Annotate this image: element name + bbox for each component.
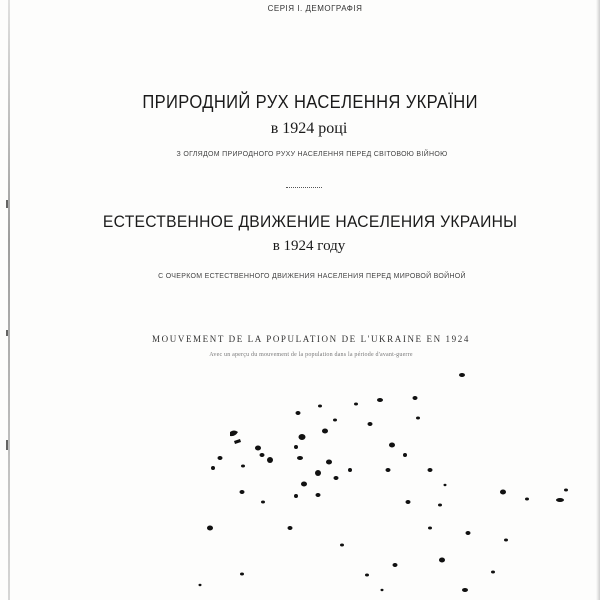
- russian-year-line: в 1924 году: [272, 238, 346, 254]
- french-title: MOUVEMENT DE LA POPULATION DE L'UKRAINE EN 1924: [152, 334, 470, 344]
- ukrainian-subtitle: З ОГЛЯДОМ ПРИРОДНОГО РУХУ НАСЕЛЕННЯ ПЕРЕД СВІТОВОЮ ВІЙНОЮ: [176, 151, 448, 158]
- ukrainian-year-line: в 1924 році: [270, 120, 348, 137]
- french-subtitle: Avec un aperçu du mouvement de la population dans la période d'avant-guerre: [209, 352, 413, 358]
- russian-title: ЕСТЕСТВЕННОЕ ДВИЖЕНИЕ НАСЕЛЕНИЯ УКРАИНЫ: [102, 212, 518, 231]
- ukrainian-title: ПРИРОДНИЙ РУХ НАСЕЛЕННЯ УКРАЇНИ: [142, 92, 478, 112]
- series-line: СЕРІЯ І. ДЕМОГРАФІЯ: [267, 4, 363, 13]
- russian-subtitle: С ОЧЕРКОМ ЕСТЕСТВЕННОГО ДВИЖЕНИЯ НАСЕЛЕНИЯ ПЕРЕД МИРОВОЙ ВОЙНОЙ: [158, 273, 466, 280]
